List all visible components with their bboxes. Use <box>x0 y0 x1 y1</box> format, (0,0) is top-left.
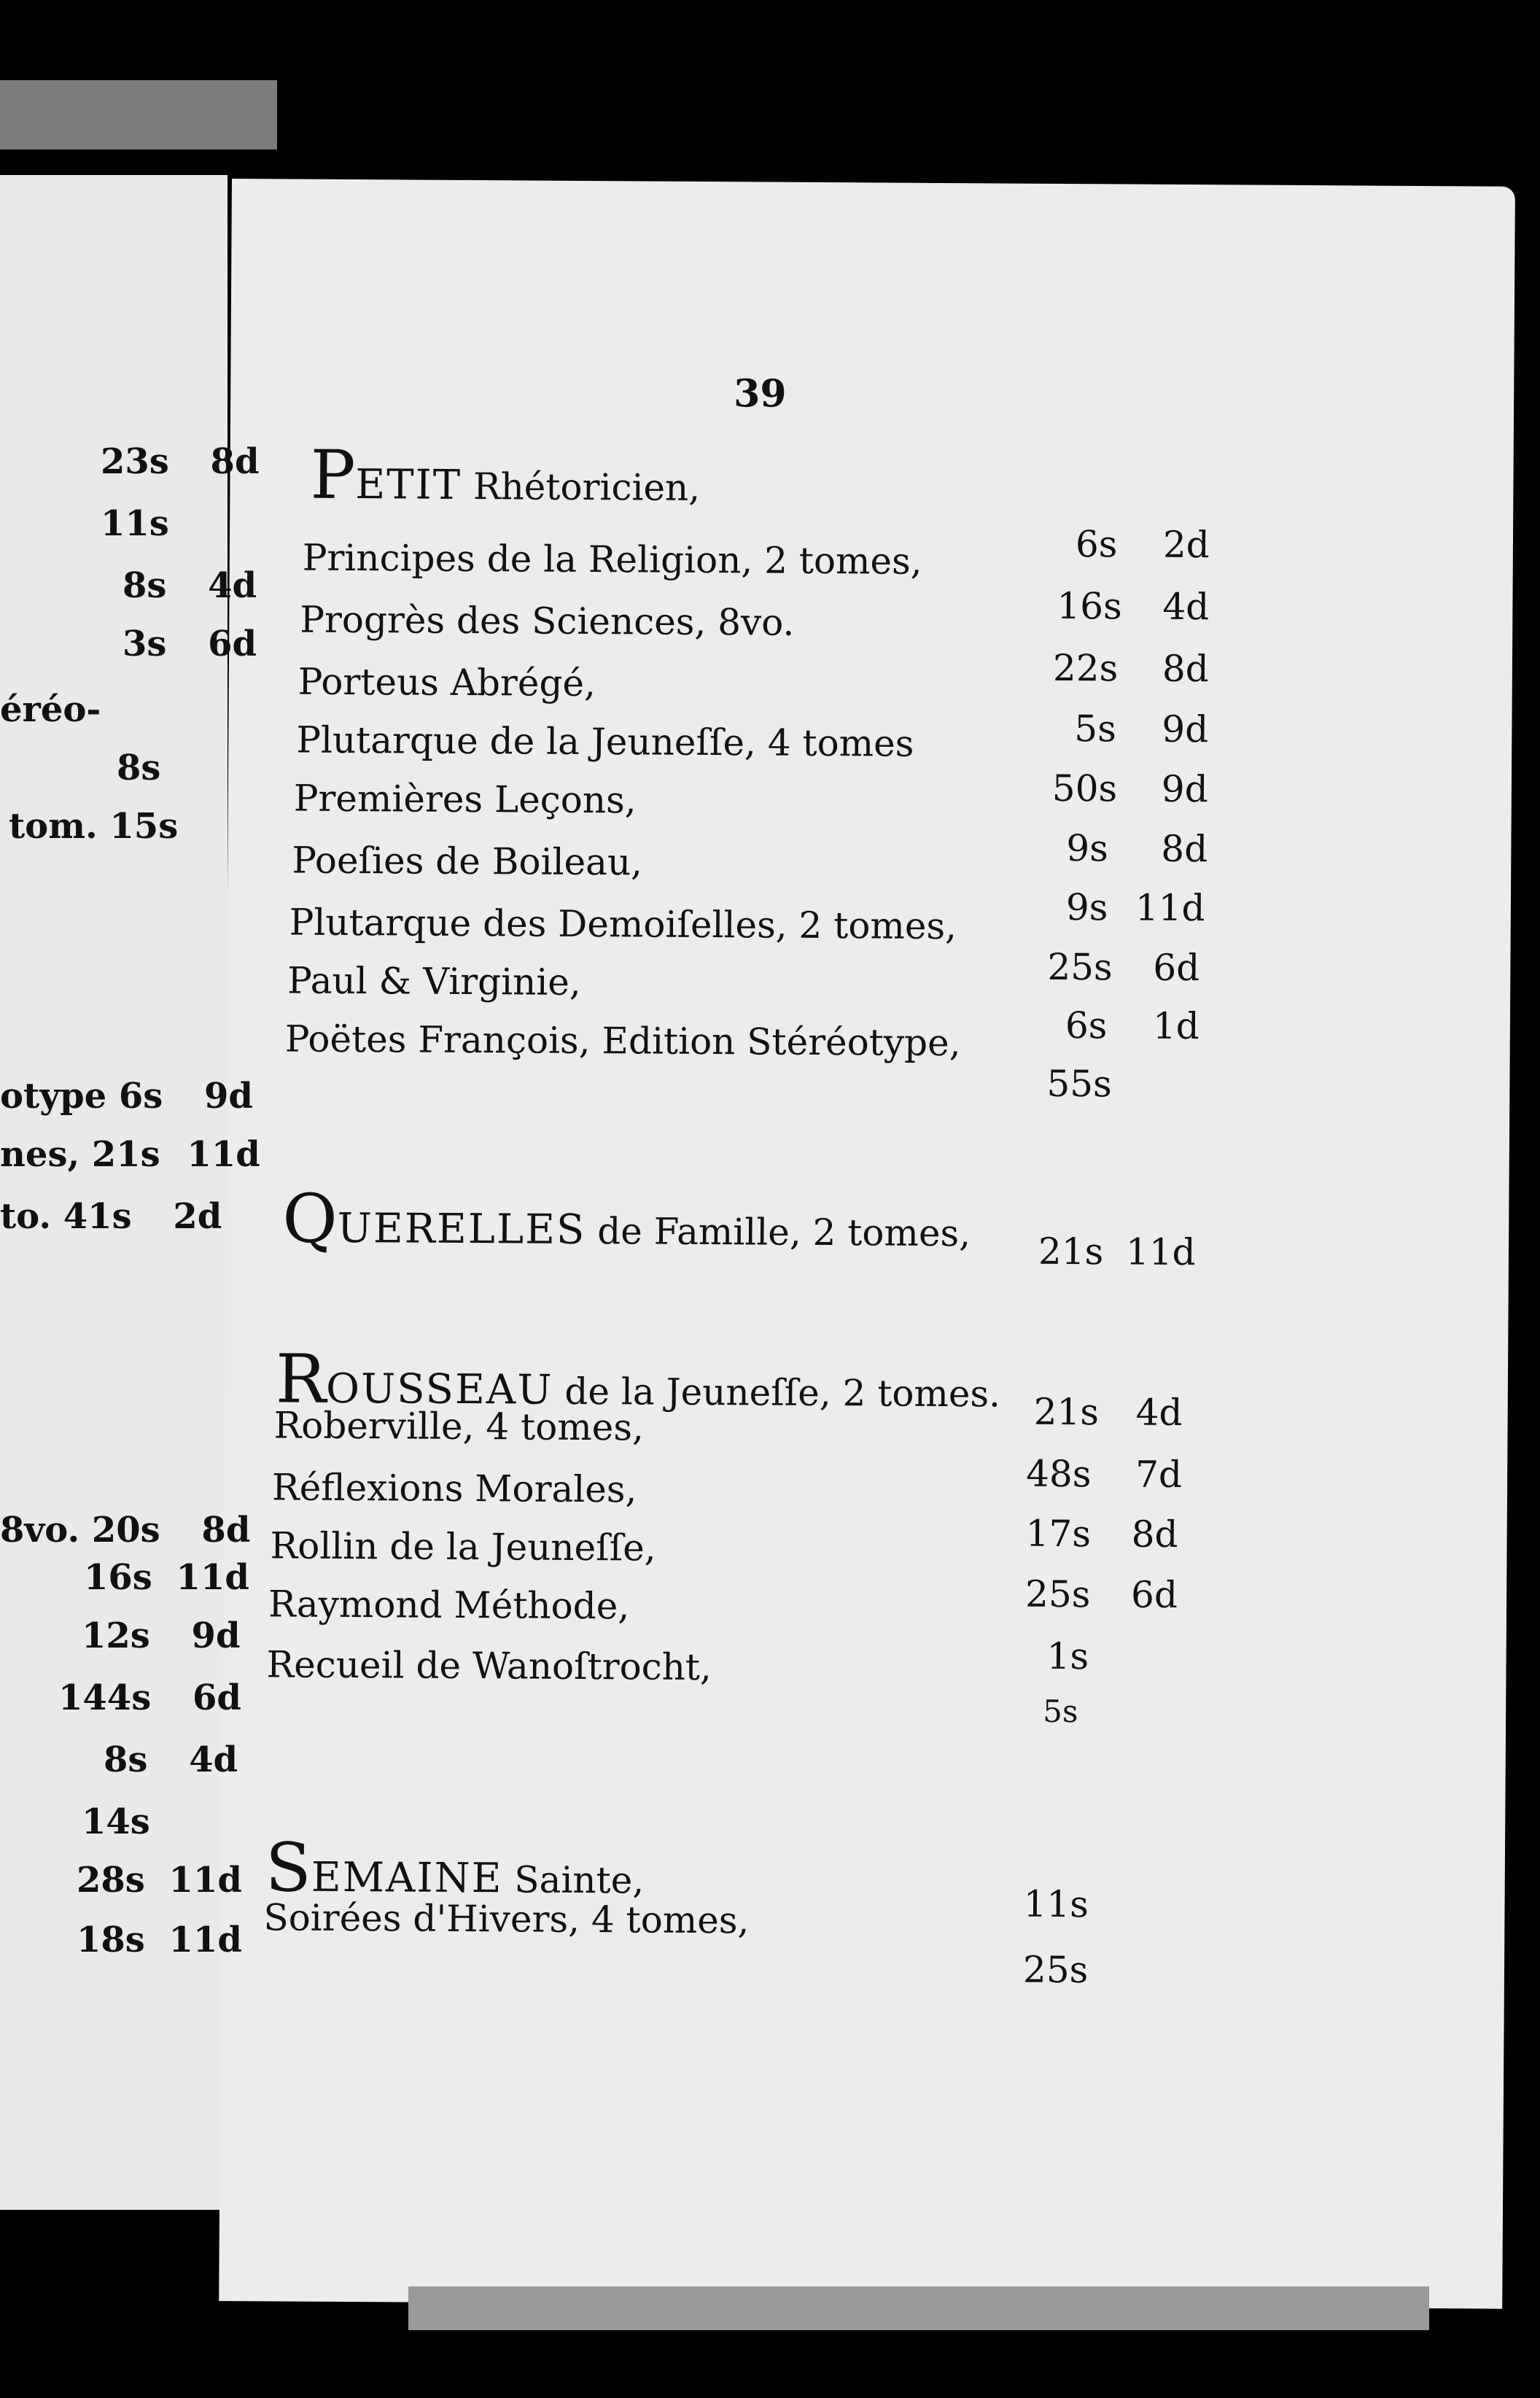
list-item <box>287 959 581 1003</box>
price-shillings: 1s <box>1046 1634 1089 1678</box>
heading-tail: de Famille, 2 tomes, <box>586 1209 971 1255</box>
price-shillings: 22s <box>1052 646 1119 690</box>
entry-title: Principes de la Religion, 2 tomes, <box>302 536 922 583</box>
heading-smallcaps: ETIT <box>355 461 462 509</box>
list-item <box>266 1643 712 1688</box>
price-shillings: 55s <box>1046 1062 1112 1106</box>
price-pence: 6d <box>1130 1573 1178 1616</box>
price-shillings: 17s <box>1025 1512 1092 1556</box>
list-item <box>298 661 596 705</box>
entry-title: Premières Leçons, <box>293 777 637 822</box>
list-item <box>294 777 637 822</box>
price-pence: 8d <box>1131 1513 1178 1556</box>
entry-title: Raymond Méthode, <box>268 1583 630 1628</box>
left-fragment: nes, 21s 11d <box>0 1134 260 1175</box>
list-item <box>289 901 957 948</box>
section-heading <box>265 1828 645 1907</box>
heading-smallcaps: UERELLES <box>337 1204 586 1254</box>
list-item <box>303 537 922 583</box>
price-pence: 8d <box>1162 647 1209 691</box>
entry-title: Progrès des Sciences, 8vo. <box>300 598 795 644</box>
list-item <box>272 1466 637 1510</box>
entry-title: Roberville, 4 tomes, <box>273 1404 645 1449</box>
left-fragment: 8s 4d <box>104 1739 238 1780</box>
left-fragment: 14s <box>82 1801 150 1842</box>
drop-cap: P <box>310 435 356 515</box>
list-item <box>300 599 794 644</box>
left-fragment: 3s 6d <box>122 624 257 664</box>
price-shillings: 6s <box>1065 1004 1108 1047</box>
price-shillings: 9s <box>1065 886 1108 929</box>
price-pence: 9d <box>1162 707 1209 751</box>
price-pence: 6d <box>1153 946 1200 990</box>
price-shillings: 25s <box>1047 945 1113 989</box>
price-shillings: 5s <box>1043 1693 1078 1730</box>
section-heading <box>310 435 701 515</box>
price-pence: 1d <box>1152 1004 1199 1048</box>
price-shillings: 21s <box>1038 1230 1104 1273</box>
left-fragment: 18s 11d <box>77 1920 242 1960</box>
drop-cap: R <box>275 1340 327 1419</box>
left-fragment: tom. 15s <box>9 806 179 847</box>
left-fragment: 16s 11d <box>84 1557 249 1598</box>
left-fragment: 28s 11d <box>77 1860 242 1901</box>
list-item <box>292 839 642 884</box>
price-pence: 4d <box>1162 585 1210 629</box>
price-shillings: 9s <box>1066 827 1109 870</box>
list-item <box>270 1524 656 1569</box>
left-fragment: 144s 6d <box>58 1677 241 1718</box>
background-strip <box>0 80 277 150</box>
price-pence: 11d <box>1135 886 1205 930</box>
heading-tail: de la Jeuneſſe, 2 tomes. <box>553 1370 1001 1416</box>
price-shillings: 25s <box>1022 1948 1089 1992</box>
entry-title: Réflexions Morales, <box>271 1466 637 1511</box>
section-heading <box>281 1179 971 1258</box>
price-pence: 11d <box>1125 1230 1196 1274</box>
price-pence: 8d <box>1161 827 1208 871</box>
price-shillings: 6s <box>1075 523 1118 566</box>
page-bottom-edge <box>408 2286 1429 2330</box>
heading-smallcaps: OUSSEAU <box>325 1365 553 1414</box>
page-number: 39 <box>734 371 787 416</box>
price-shillings: 50s <box>1051 767 1118 810</box>
entry-title: Recueil de Wanoſtrocht, <box>266 1643 712 1689</box>
left-fragment: 8s <box>117 748 161 788</box>
price-shillings: 16s <box>1057 584 1122 628</box>
left-fragment: to. 41s 2d <box>0 1196 222 1237</box>
list-item <box>268 1583 630 1627</box>
left-fragment: 12s 9d <box>82 1615 241 1656</box>
list-item <box>263 1896 749 1941</box>
entry-title: Paul & Virginie, <box>287 959 581 1004</box>
drop-cap: Q <box>281 1179 338 1258</box>
entry-title: Rollin de la Jeuneſſe, <box>270 1524 656 1569</box>
right-page <box>219 179 1515 2309</box>
price-shillings: 21s <box>1033 1390 1100 1434</box>
heading-tail: Sainte, <box>502 1858 645 1902</box>
left-fragment: 8s 4d <box>122 565 257 606</box>
left-fragment: 23s 8d <box>101 441 260 482</box>
price-pence: 9d <box>1161 767 1208 811</box>
price-pence: 2d <box>1162 523 1210 567</box>
entry-title: Poëtes François, Edition Stéréotype, <box>284 1017 961 1065</box>
left-fragment: otype 6s 9d <box>0 1076 253 1117</box>
left-fragment: 11s <box>101 503 169 544</box>
entry-title: Porteus Abrégé, <box>298 660 596 705</box>
entry-title: Soirées d'Hivers, 4 tomes, <box>263 1896 750 1942</box>
list-item <box>285 1017 961 1064</box>
price-pence: 7d <box>1135 1453 1183 1496</box>
left-fragment: éréo- <box>0 689 101 730</box>
price-pence: 4d <box>1135 1391 1183 1434</box>
heading-tail: Rhétoricien, <box>461 465 701 509</box>
price-shillings: 11s <box>1023 1882 1089 1926</box>
heading-smallcaps: EMAINE <box>311 1853 503 1903</box>
drop-cap: S <box>265 1828 312 1907</box>
price-shillings: 5s <box>1074 707 1117 750</box>
price-shillings: 48s <box>1025 1452 1092 1496</box>
entry-title: Poeſies de Boileau, <box>292 839 643 884</box>
entry-title: Plutarque de la Jeuneſſe, 4 tomes <box>296 718 914 765</box>
list-item <box>296 719 914 765</box>
left-fragment: 8vo. 20s 8d <box>0 1510 251 1551</box>
price-shillings: 25s <box>1024 1572 1091 1616</box>
entry-title: Plutarque des Demoiſelles, 2 tomes, <box>289 901 957 948</box>
list-item <box>273 1404 644 1448</box>
